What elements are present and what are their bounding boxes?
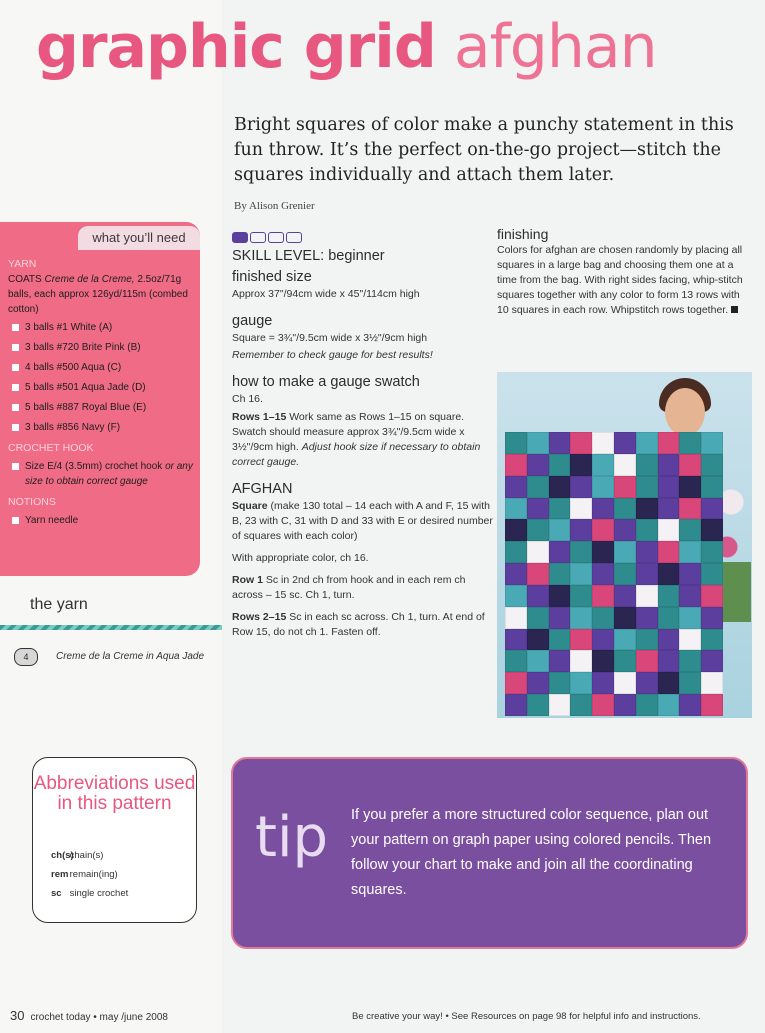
blanket-square — [614, 672, 636, 694]
abbreviation-term: sc — [51, 888, 62, 899]
blanket-square — [679, 498, 701, 520]
blanket-square — [614, 607, 636, 629]
blanket-square — [658, 432, 680, 454]
blanket-square — [570, 498, 592, 520]
abbreviation-item — [51, 884, 128, 903]
finished-size: Approx 37"/94cm wide x 45"/114cm high — [232, 288, 420, 300]
blanket-square — [592, 629, 614, 651]
model-face — [665, 388, 705, 436]
rows2-text: Sc in each sc across. Ch 1, turn. At end of Row 15, do not ch 1. Fasten off. — [232, 611, 485, 638]
blanket-square — [505, 563, 527, 585]
skill-dot — [250, 232, 266, 243]
blanket-square — [549, 629, 571, 651]
yarn-name: Creme de la Creme, — [44, 274, 135, 285]
skill-level-indicator — [232, 232, 494, 243]
afghan-blanket — [505, 432, 723, 716]
notions-heading: NOTIONS — [8, 496, 56, 508]
blanket-square — [636, 498, 658, 520]
blanket-square — [592, 563, 614, 585]
swatch-rows-note: Adjust hook size if necessary to obtain correct gauge. — [232, 441, 481, 468]
blanket-square — [527, 498, 549, 520]
blanket-square — [549, 694, 571, 716]
blanket-square — [592, 454, 614, 476]
blanket-square — [614, 498, 636, 520]
finishing-heading: finishing — [497, 226, 549, 242]
blanket-square — [658, 454, 680, 476]
footer-left — [10, 1008, 168, 1023]
blanket-square — [679, 541, 701, 563]
blanket-square — [636, 541, 658, 563]
blanket-square — [527, 650, 549, 672]
blanket-square — [679, 694, 701, 716]
yarn-desc: 2.5oz/71g balls, each approx 126yd/115m (combed cotton) — [8, 274, 188, 315]
blanket-square — [505, 454, 527, 476]
blanket-square — [592, 650, 614, 672]
blanket-square — [592, 541, 614, 563]
gauge-text: Square = 3¾"/9.5cm wide x 3½"/9cm high — [232, 332, 428, 344]
blanket-square — [570, 694, 592, 716]
title-bold-part: graphic grid — [36, 12, 436, 82]
blanket-square — [679, 650, 701, 672]
row1-text: Sc in 2nd ch from hook and in each rem ch across – 15 sc. Ch 1, turn. — [232, 574, 466, 601]
blanket-square — [527, 672, 549, 694]
finishing-section — [497, 227, 752, 318]
title-light-part: afghan — [453, 12, 657, 82]
blanket-square — [549, 585, 571, 607]
blanket-square — [701, 607, 723, 629]
page-number: 30 — [10, 1008, 25, 1023]
blanket-square — [636, 672, 658, 694]
materials-list — [8, 251, 194, 533]
footer-right: Be creative your way! • See Resources on page 98 for helpful info and instructions. — [352, 1011, 701, 1022]
blanket-square — [701, 650, 723, 672]
blanket-square — [614, 476, 636, 498]
blanket-square — [570, 541, 592, 563]
afghan-photo — [497, 372, 752, 718]
hook-size: Size E/4 (3.5mm) crochet hook — [25, 461, 163, 472]
abbreviations-list — [51, 846, 128, 903]
hook-heading: CROCHET HOOK — [8, 442, 94, 454]
blanket-square — [505, 694, 527, 716]
blanket-square — [527, 432, 549, 454]
blanket-square — [614, 650, 636, 672]
blanket-square — [527, 476, 549, 498]
blanket-square — [570, 585, 592, 607]
blanket-square — [549, 672, 571, 694]
blanket-square — [636, 629, 658, 651]
abbreviations-title: Abbreviations used in this pattern — [33, 773, 196, 814]
byline: By Alison Grenier — [234, 200, 315, 212]
blanket-square — [592, 672, 614, 694]
blanket-square — [658, 672, 680, 694]
color-item: 3 balls #1 White (A) — [8, 320, 194, 335]
blanket-square — [570, 432, 592, 454]
blanket-square — [549, 650, 571, 672]
blanket-square — [679, 585, 701, 607]
finishing-text: Colors for afghan are chosen randomly by placing all squares in a large bag and choosing them one at a time from the bag. With right sides facing, whip-stitch squares together with any color to form 13 rows with 10 squares in each row. Whipstitch rows together. — [497, 244, 743, 316]
yarn-spec — [8, 272, 194, 317]
blanket-square — [701, 563, 723, 585]
blanket-square — [701, 498, 723, 520]
blanket-square — [701, 476, 723, 498]
abbreviation-term: rem — [51, 869, 69, 880]
hook-note: or any size to obtain correct gauge — [25, 461, 193, 487]
blanket-square — [592, 476, 614, 498]
blanket-square — [636, 650, 658, 672]
abbreviation-meaning: single crochet — [69, 888, 129, 899]
blanket-square — [549, 432, 571, 454]
blanket-square — [679, 476, 701, 498]
yarn-rope-divider — [0, 625, 222, 630]
blanket-square — [658, 498, 680, 520]
blanket-square — [549, 476, 571, 498]
swatch-rows — [232, 410, 494, 470]
blanket-square — [679, 672, 701, 694]
blanket-square — [636, 585, 658, 607]
end-square-icon — [731, 306, 738, 313]
tip-box — [231, 757, 748, 949]
blanket-square — [701, 454, 723, 476]
blanket-square — [527, 563, 549, 585]
abbreviation-item — [51, 846, 128, 865]
blanket-square — [636, 694, 658, 716]
color-item: 3 balls #720 Brite Pink (B) — [8, 340, 194, 355]
blanket-square — [592, 607, 614, 629]
blanket-square — [570, 563, 592, 585]
yarn-caption — [56, 651, 204, 662]
blanket-square — [701, 629, 723, 651]
color-item: 5 balls #887 Royal Blue (E) — [8, 400, 194, 415]
blanket-square — [505, 519, 527, 541]
blanket-square — [592, 519, 614, 541]
yarn-weight-icon: 4 — [14, 648, 38, 666]
blanket-square — [658, 563, 680, 585]
color-item: 4 balls #500 Aqua (C) — [8, 360, 194, 375]
blanket-square — [570, 650, 592, 672]
blanket-square — [505, 476, 527, 498]
blanket-square — [658, 629, 680, 651]
blanket-square — [679, 432, 701, 454]
blanket-square — [658, 541, 680, 563]
row1-instructions — [232, 573, 494, 603]
blanket-square — [570, 607, 592, 629]
color-item: 3 balls #856 Navy (F) — [8, 420, 194, 435]
blanket-square — [592, 585, 614, 607]
blanket-square — [505, 607, 527, 629]
pattern-instructions — [232, 232, 494, 647]
yarn-caption-name: Creme de la Creme — [56, 651, 144, 662]
blanket-square — [570, 629, 592, 651]
blanket-square — [505, 650, 527, 672]
page-title — [36, 14, 657, 80]
blanket-square — [701, 519, 723, 541]
blanket-square — [527, 519, 549, 541]
blanket-square — [701, 541, 723, 563]
blanket-square — [679, 454, 701, 476]
row1-label: Row 1 — [232, 574, 263, 586]
gauge-note: Remember to check gauge for best results! — [232, 349, 433, 361]
color-item: 5 balls #501 Aqua Jade (D) — [8, 380, 194, 395]
blanket-square — [549, 563, 571, 585]
blanket-square — [614, 585, 636, 607]
blanket-square — [658, 519, 680, 541]
finished-size-heading: finished size — [232, 269, 312, 285]
square-instructions — [232, 499, 494, 544]
swatch-ch: Ch 16. — [232, 393, 263, 405]
abbreviation-term: ch(s) — [51, 850, 74, 861]
hook-item — [8, 459, 194, 489]
blanket-square — [701, 672, 723, 694]
yarn-heading: YARN — [8, 258, 37, 270]
blanket-square — [636, 476, 658, 498]
finishing-text-wrap — [497, 243, 752, 318]
blanket-square — [679, 607, 701, 629]
blanket-square — [527, 541, 549, 563]
notions-item: Yarn needle — [8, 513, 194, 528]
magazine-name: crochet today • may /june 2008 — [30, 1012, 168, 1023]
swatch-rows-text: Work same as Rows 1–15 on square. Swatch should measure approx 3¾"/9.5cm wide x 3½"/9cm high. — [232, 411, 465, 453]
skill-dot — [286, 232, 302, 243]
blanket-square — [570, 672, 592, 694]
intro-text: Bright squares of color make a punchy statement in this fun throw. It’s the perfect on-the-go project—stitch the squares individually and attach them later. — [234, 115, 734, 185]
afghan-heading: AFGHAN — [232, 481, 293, 497]
square-start: With appropriate color, ch 16. — [232, 552, 369, 564]
blanket-square — [679, 519, 701, 541]
blanket-square — [636, 454, 658, 476]
blanket-square — [614, 541, 636, 563]
blanket-square — [701, 585, 723, 607]
blanket-square — [505, 432, 527, 454]
blanket-square — [527, 607, 549, 629]
blanket-square — [701, 694, 723, 716]
blanket-square — [570, 476, 592, 498]
swatch-heading: how to make a gauge swatch — [232, 374, 420, 390]
tip-text: If you prefer a more structured color sequence, plan out your pattern on graph paper using colored pencils. Then follow your chart to make and join all the coordinating squares. — [351, 807, 712, 898]
blanket-square — [527, 694, 549, 716]
blanket-square — [592, 432, 614, 454]
abbreviation-item — [51, 865, 128, 884]
skill-dot — [232, 232, 248, 243]
the-yarn-heading: the yarn — [30, 596, 88, 613]
blanket-square — [614, 454, 636, 476]
blanket-square — [527, 585, 549, 607]
blanket-square — [505, 629, 527, 651]
blanket-square — [679, 563, 701, 585]
blanket-square — [527, 629, 549, 651]
abbreviations-box — [32, 757, 197, 923]
blanket-square — [636, 607, 658, 629]
blanket-square — [614, 629, 636, 651]
skill-level: SKILL LEVEL: beginner — [232, 248, 385, 264]
skill-dot — [268, 232, 284, 243]
blanket-square — [658, 694, 680, 716]
blanket-square — [570, 519, 592, 541]
blanket-square — [549, 607, 571, 629]
blanket-square — [701, 432, 723, 454]
blanket-square — [614, 519, 636, 541]
rows2-instructions — [232, 610, 494, 640]
blanket-square — [527, 454, 549, 476]
blanket-square — [505, 672, 527, 694]
blanket-square — [592, 498, 614, 520]
blanket-square — [614, 694, 636, 716]
blanket-square — [658, 476, 680, 498]
gauge-heading: gauge — [232, 313, 273, 329]
square-label: Square — [232, 500, 268, 512]
blanket-square — [505, 541, 527, 563]
blanket-square — [549, 498, 571, 520]
abbreviation-meaning: remain(ing) — [69, 869, 118, 880]
blanket-square — [549, 454, 571, 476]
blanket-square — [636, 519, 658, 541]
blanket-square — [570, 454, 592, 476]
blanket-square — [614, 432, 636, 454]
yarn-caption-rest: in Aqua Jade — [143, 651, 205, 662]
abbreviation-meaning: chain(s) — [69, 850, 104, 861]
blanket-square — [679, 629, 701, 651]
blanket-square — [636, 432, 658, 454]
blanket-square — [636, 563, 658, 585]
blanket-square — [549, 541, 571, 563]
blanket-square — [614, 563, 636, 585]
swatch-rows-label: Rows 1–15 — [232, 411, 287, 423]
square-text: (make 130 total – 14 each with A and F, 15 with B, 23 with C, 31 with D and 33 with E or desired number of squares with each color) — [232, 500, 493, 542]
blanket-square — [658, 607, 680, 629]
tip-label: tip — [255, 805, 329, 870]
rows2-label: Rows 2–15 — [232, 611, 287, 623]
blanket-square — [549, 519, 571, 541]
blanket-square — [505, 585, 527, 607]
blanket-square — [658, 585, 680, 607]
blanket-square — [658, 650, 680, 672]
yarn-brand: COATS — [8, 274, 42, 285]
blanket-square — [592, 694, 614, 716]
blanket-square — [505, 498, 527, 520]
materials-tab: what you’ll need — [78, 226, 200, 250]
